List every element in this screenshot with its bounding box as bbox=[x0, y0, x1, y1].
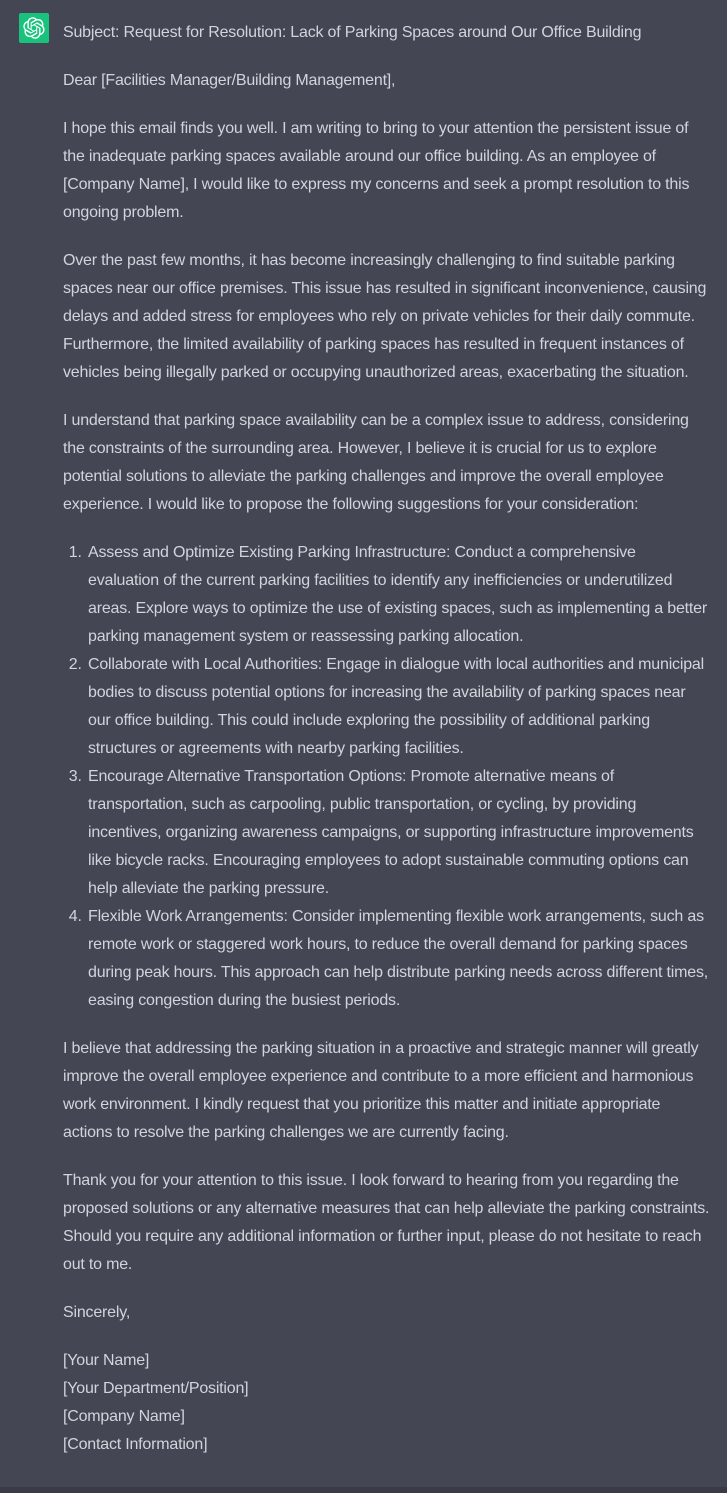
email-salutation: Dear [Facilities Manager/Building Management], bbox=[63, 72, 396, 89]
signature-line: [Your Name] bbox=[63, 1352, 150, 1369]
email-subject: Subject: Request for Resolution: Lack of Parking Spaces around Our Office Building bbox=[63, 24, 642, 41]
signature-line: [Company Name] bbox=[63, 1408, 185, 1425]
list-item: 3. Encourage Alternative Transportation Options: Promote alternative means of transportation, such as carpooling, public transportation, or cycling, by providing incentives, organizing awareness campaigns, or supporting infrastructure improvements like bicycle racks. Encouraging employees to adopt sustainable commuting options can help alleviate the parking pressure. bbox=[86, 763, 710, 903]
email-signoff: Sincerely, bbox=[63, 1304, 131, 1321]
list-item: 4. Flexible Work Arrangements: Consider implementing flexible work arrangements, such as remote work or staggered work hours, to reduce the overall demand for parking spaces during peak hours. This approach can help distribute parking needs across different times, easing congestion during the busiest periods. bbox=[86, 903, 710, 1015]
email-paragraph: Thank you for your attention to this issue. I look forward to hearing from you regarding the proposed solutions or any alternative measures that can help alleviate the parking constraints. Should you require any additional information or further input, please do not hesitate to reach out to me. bbox=[63, 1172, 710, 1273]
message-content bbox=[63, 19, 710, 1479]
list-item: 1. Assess and Optimize Existing Parking Infrastructure: Conduct a comprehensive evaluation of the current parking facilities to identify any inefficiencies or underutilized areas. Explore ways to optimize the use of existing spaces, such as implementing a better parking management system or reassessing parking allocation. bbox=[86, 539, 710, 651]
email-paragraph: I believe that addressing the parking situation in a proactive and strategic manner will greatly improve the overall employee experience and contribute to a more efficient and harmonious work environment. I kindly request that you prioritize this matter and initiate appropriate actions to resolve the parking challenges we are currently facing. bbox=[63, 1040, 699, 1141]
openai-logo-icon bbox=[23, 17, 45, 39]
suggestions-list bbox=[63, 539, 710, 1015]
email-paragraph: I hope this email finds you well. I am writing to bring to your attention the persistent issue of the inadequate parking spaces available around our office building. As an employee of [Company Name], I would like to express my concerns and seek a prompt resolution to this ongoing problem. bbox=[63, 120, 690, 221]
signature-line: [Your Department/Position] bbox=[63, 1380, 249, 1397]
assistant-avatar bbox=[19, 13, 49, 43]
list-item: 2. Collaborate with Local Authorities: Engage in dialogue with local authorities and municipal bodies to discuss potential options for increasing the availability of parking spaces near our office building. This could include exploring the possibility of additional parking structures or agreements with nearby parking facilities. bbox=[86, 651, 710, 763]
email-paragraph: Over the past few months, it has become increasingly challenging to find suitable parking spaces near our office premises. This issue has resulted in significant inconvenience, causing delays and added stress for employees who rely on private vehicles for their daily commute. Furthermore, the limited availability of parking spaces has resulted in frequent instances of vehicles being illegally parked or occupying unauthorized areas, exacerbating the situation. bbox=[63, 252, 707, 381]
next-row-edge bbox=[0, 1487, 727, 1493]
email-paragraph: I understand that parking space availability can be a complex issue to address, considering the constraints of the surrounding area. However, I believe it is crucial for us to explore potential solutions to alleviate the parking challenges and improve the overall employee experience. I would like to propose the following suggestions for your consideration: bbox=[63, 412, 689, 513]
signature-line: [Contact Information] bbox=[63, 1436, 208, 1453]
